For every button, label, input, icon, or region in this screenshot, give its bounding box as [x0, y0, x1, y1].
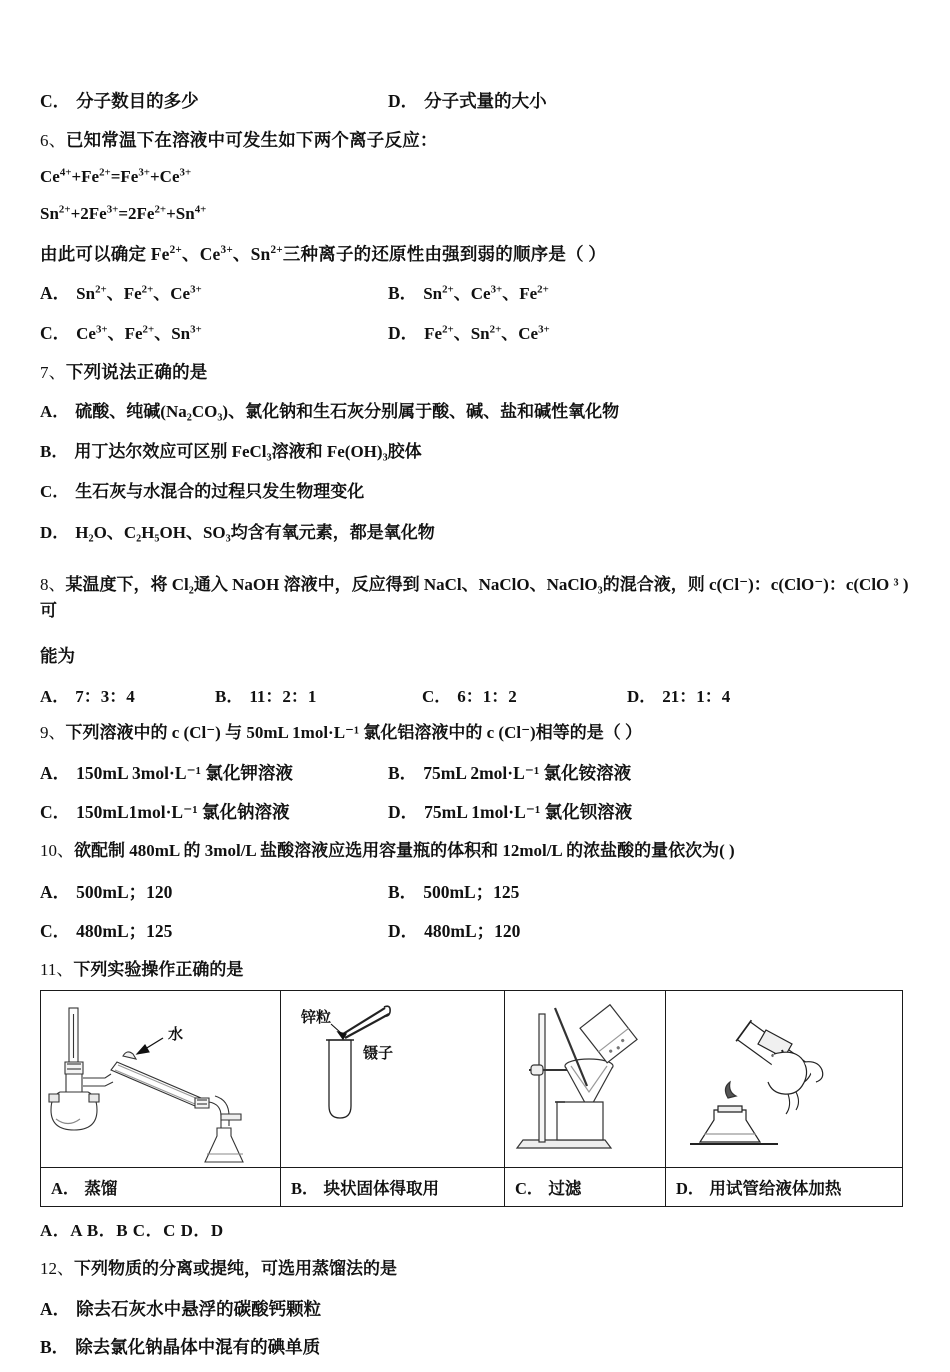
q9-opt-b-label: B． — [388, 762, 418, 783]
question-10-option-d[interactable] — [388, 918, 736, 944]
q12-opt-b-text: 除去氯化钠晶体中混有的碘单质 — [75, 1336, 321, 1357]
question-6-number: 6、 — [40, 131, 66, 151]
question-11-answer-options[interactable]: A．A B．B C．C D．D — [40, 1220, 224, 1240]
question-6-equation-2 — [40, 204, 912, 224]
question-11-number: 11、 — [40, 960, 74, 980]
q9-opt-a-text: 150mL 3mol·L⁻¹ 氯化钾溶液 — [76, 762, 293, 783]
eq2-sup2: 3+ — [106, 203, 119, 216]
caption-row — [41, 1167, 903, 1206]
eq1-seg3: =Fe — [110, 166, 139, 186]
question-10-text: 欲配制 480mL 的 3mol/L 盐酸溶液应选用容量瓶的体积和 12mol/L 的浓盐酸的量依次为( ) — [74, 841, 735, 861]
filtration-setup-figure — [509, 994, 661, 1164]
question-8-stem — [40, 572, 912, 625]
q10-opt-b-label: B． — [388, 881, 418, 902]
eq1-seg1: Ce — [40, 166, 60, 186]
q10-opt-c-text: 480mL；125 — [76, 921, 173, 941]
option-text-d: 分子式量的大小 — [424, 91, 547, 111]
option-text-c: 分子数目的多少 — [76, 91, 199, 111]
question-6-option-d[interactable] — [388, 320, 736, 347]
question-7-option-d[interactable] — [40, 520, 912, 546]
eq2-sup4: 4+ — [194, 203, 207, 216]
question-7-option-c[interactable] — [40, 479, 912, 505]
question-9-option-b[interactable] — [388, 760, 736, 786]
q8-opt-b-text: 11：2：1 — [249, 686, 317, 706]
q10-opt-a-label: A． — [40, 881, 71, 902]
caption-c-label: C． — [515, 1178, 544, 1198]
question-11-stem — [40, 957, 912, 983]
caption-a-text: 蒸馏 — [84, 1178, 118, 1198]
q9-opt-c-label: C． — [40, 802, 71, 823]
q6-prompt-sup1: 2+ — [169, 243, 183, 256]
question-9-option-a[interactable] — [40, 760, 388, 786]
question-10-option-c[interactable] — [40, 918, 388, 944]
distillation-apparatus-figure — [45, 994, 277, 1164]
q7-opt-c-text: 生石灰与水混合的过程只发生物理变化 — [75, 482, 365, 502]
question-10-stem — [40, 838, 912, 864]
question-12-number: 12、 — [40, 1258, 74, 1278]
caption-d-label: D． — [676, 1178, 705, 1198]
q12-opt-a-label: A． — [40, 1298, 71, 1319]
question-8-text-line2: 能为 — [40, 645, 75, 666]
question-10-options-row-2 — [40, 918, 912, 944]
q9-opt-c-text: 150mL1mol·L⁻¹ 氯化钠溶液 — [76, 802, 290, 823]
question-6-option-c[interactable] — [40, 320, 388, 347]
caption-b-text: 块状固体得取用 — [323, 1178, 440, 1198]
question-8-option-b[interactable] — [215, 682, 422, 707]
question-6-options-row-1 — [40, 280, 912, 307]
q6-opt-b-text: $Sn^{2+}$、$Ce^{3+}$、$Fe^{2+}$ — [423, 283, 549, 303]
q7-opt-c-label: C． — [40, 482, 70, 502]
q8-opt-a-text: 7：3：4 — [75, 686, 135, 706]
question-9-number: 9、 — [40, 722, 66, 742]
question-6-prompt — [40, 241, 912, 267]
eq1-sup1: 4+ — [59, 166, 72, 179]
question-12-option-b[interactable] — [40, 1334, 912, 1359]
q10-opt-d-label: D． — [388, 921, 419, 941]
question-10-option-a[interactable] — [40, 879, 388, 905]
question-8-text-line1: 某温度下，将 Cl₂通入 NaOH 溶液中，反应得到 NaCl、NaClO、NaClO₃的混合液，则 c(Cl⁻)：c(ClO⁻)：c(ClO ³ )可 — [40, 574, 909, 621]
question-7-number: 7、 — [40, 363, 66, 382]
q8-opt-c-text: 6：1：2 — [457, 686, 517, 706]
distillation-water-label: 水 — [167, 1025, 183, 1043]
question-9-option-c[interactable] — [40, 799, 388, 825]
q8-opt-a-label: A． — [40, 686, 70, 706]
question-8-option-c[interactable] — [422, 682, 627, 707]
eq2-seg2: +2Fe — [70, 203, 107, 223]
q7-opt-d-label: D． — [40, 522, 70, 542]
carryover-option-c — [40, 88, 388, 114]
option-label-c: C． — [40, 91, 71, 111]
q10-opt-c-label: C． — [40, 921, 71, 941]
eq2-seg4: +Sn — [166, 203, 195, 223]
question-7-text: 下列说法正确的是 — [65, 362, 208, 382]
caption-cell-d — [666, 1167, 903, 1206]
heating-test-tube-figure — [670, 994, 898, 1164]
q9-opt-d-label: D． — [388, 802, 419, 823]
q10-opt-d-text: 480mL；120 — [424, 921, 521, 941]
option-label-d: D． — [388, 91, 419, 111]
q6-opt-b-label: B． — [388, 283, 418, 303]
question-8-number: 8、 — [40, 574, 66, 594]
q6-prompt-sup2: 3+ — [220, 243, 233, 256]
eq1-seg4: +Ce — [150, 166, 180, 186]
question-12-text: 下列物质的分离或提纯，可选用蒸馏法的是 — [74, 1258, 397, 1278]
q7-opt-a-text: 硫酸、纯碱(Na₂CO₃)、氯化钠和生石灰分别属于酸、碱、盐和碱性氧化物 — [75, 401, 620, 421]
question-9-stem — [40, 720, 912, 746]
eq2-seg1: Sn — [40, 203, 59, 223]
q7-opt-b-text: 用丁达尔效应可区别 FeCl₃溶液和 Fe(OH)₃胶体 — [74, 441, 422, 461]
q9-opt-b-text: 75mL 2mol·L⁻¹ 氯化铵溶液 — [423, 762, 632, 783]
question-6-text: 已知常温下在溶液中可发生如下两个离子反应： — [65, 130, 438, 151]
q6-opt-d-label: D． — [388, 322, 419, 343]
figure-cell-distillation — [41, 990, 281, 1167]
question-9-text: 下列溶液中的 c (Cl⁻) 与 50mL 1mol·L⁻¹ 氯化铝溶液中的 c (Cl⁻)相等的是（ ） — [65, 722, 642, 742]
question-6-option-a[interactable] — [40, 280, 388, 307]
question-8-option-d[interactable] — [627, 682, 807, 707]
question-6-option-b[interactable] — [388, 280, 736, 307]
q7-opt-a-label: A． — [40, 401, 70, 421]
q6-opt-a-label: A． — [40, 283, 71, 303]
figure-cell-filtration — [505, 990, 666, 1167]
question-7-option-a[interactable] — [40, 399, 912, 425]
question-6-options-row-2 — [40, 320, 912, 347]
caption-b-label: B． — [291, 1178, 319, 1198]
eq2-sup3: 2+ — [154, 203, 167, 216]
eq2-seg3: =2Fe — [118, 203, 155, 223]
q6-prompt-mid2: 、Sn — [232, 243, 271, 264]
caption-cell-a — [41, 1167, 281, 1206]
q8-opt-d-text: 21：1：4 — [662, 686, 731, 706]
question-8-option-a[interactable] — [40, 682, 215, 707]
q9-opt-d-text: 75mL 1mol·L⁻¹ 氯化钡溶液 — [424, 802, 633, 823]
page-content — [40, 88, 912, 1372]
q6-prompt-mid1: 、Ce — [182, 243, 221, 264]
q6-opt-a-text: $Sn^{2+}$、$Fe^{2+}$、$Ce^{3+}$ — [76, 283, 202, 303]
question-10-number: 10、 — [40, 841, 74, 861]
caption-a-label: A． — [51, 1178, 80, 1198]
caption-c-text: 过滤 — [548, 1178, 582, 1198]
question-10-options-row-1 — [40, 879, 912, 905]
carryover-options — [40, 88, 912, 114]
eq2-sup1: 2+ — [58, 203, 71, 216]
caption-cell-c — [505, 1167, 666, 1206]
eq1-sup3: 3+ — [138, 166, 150, 179]
figure-cell-heating — [666, 990, 903, 1167]
q10-opt-a-text: 500mL；120 — [76, 881, 173, 902]
q6-opt-d-text: $Fe^{2+}$、$Sn^{2+}$、$Ce^{3+}$ — [424, 322, 550, 343]
q6-opt-c-label: C． — [40, 322, 71, 343]
question-8-text-line2-wrap — [40, 643, 912, 668]
q8-opt-b-label: B． — [215, 686, 244, 706]
q7-opt-d-text: H₂O、C₂H₅OH、SO₃均含有氧元素，都是氧化物 — [75, 522, 435, 542]
q10-opt-b-text: 500mL；125 — [423, 881, 520, 902]
q12-opt-b-label: B． — [40, 1336, 70, 1357]
question-6-stem — [40, 127, 912, 154]
caption-cell-b — [281, 1167, 505, 1206]
question-9-option-d[interactable] — [388, 799, 736, 825]
q6-opt-c-text: $Ce^{3+}$、$Fe^{2+}$、$Sn^{3+}$ — [76, 322, 202, 343]
question-10-option-b[interactable] — [388, 879, 736, 905]
experiment-figure-table — [40, 990, 903, 1207]
q8-opt-c-label: C． — [422, 686, 452, 706]
question-12-option-a[interactable] — [40, 1296, 912, 1321]
zinc-granule-label: 锌粒 — [300, 1008, 331, 1026]
caption-d-text: 用试管给液体加热 — [709, 1178, 842, 1198]
question-7-option-b[interactable] — [40, 439, 912, 465]
eq1-sup4: 3+ — [179, 166, 192, 179]
question-12-stem — [40, 1256, 912, 1282]
figure-cell-tweezers — [281, 990, 505, 1167]
q7-opt-b-label: B． — [40, 441, 69, 461]
q9-opt-a-label: A． — [40, 762, 71, 783]
tweezers-test-tube-figure — [285, 994, 501, 1164]
question-9-options-row-1 — [40, 760, 912, 786]
q6-prompt-post: 三种离子的还原性由强到弱的顺序是（ ） — [282, 243, 607, 264]
question-6-equation-1 — [40, 167, 912, 187]
question-9-options-row-2 — [40, 799, 912, 825]
eq1-sup2: 2+ — [99, 166, 111, 179]
q8-opt-d-label: D． — [627, 686, 657, 706]
tweezers-label: 镊子 — [362, 1044, 393, 1062]
carryover-option-d — [388, 88, 736, 114]
q12-opt-a-text: 除去石灰水中悬浮的碳酸钙颗粒 — [76, 1298, 322, 1319]
question-11-text: 下列实验操作正确的是 — [73, 960, 244, 980]
q6-prompt-pre: 由此可以确定 Fe — [40, 243, 170, 264]
q6-prompt-sup3: 2+ — [270, 243, 283, 256]
question-8-options — [40, 682, 912, 707]
eq1-seg2: +Fe — [71, 166, 100, 186]
figure-row — [41, 990, 903, 1167]
question-7-stem — [40, 359, 912, 386]
